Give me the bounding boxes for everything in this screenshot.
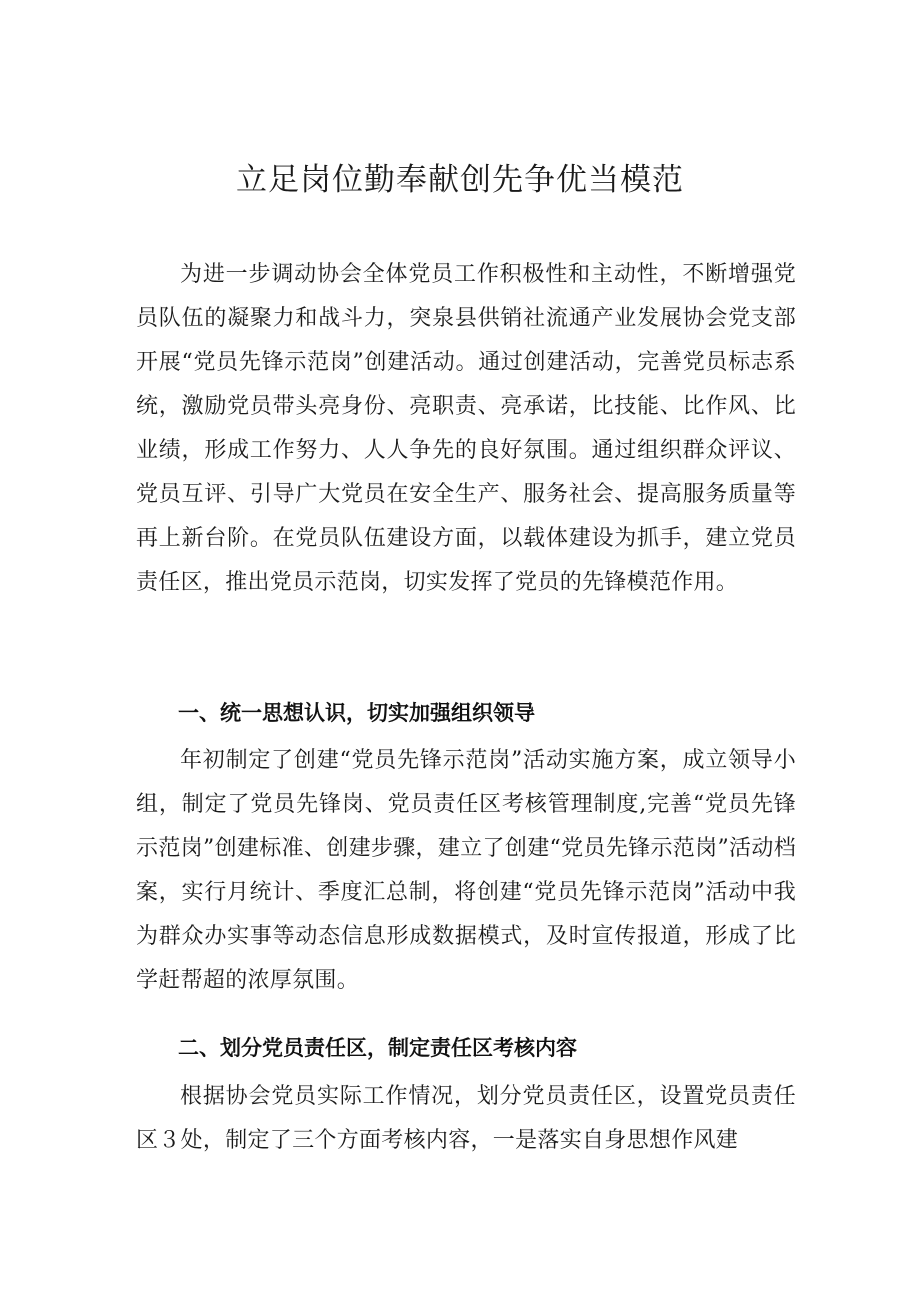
section-paragraph-1: 年初制定了创建“党员先锋示范岗”活动实施方案，成立领导小组，制定了党员先锋岗、党员责任区考核管理制度,完善“党员先锋示范岗”创建标准、创建步骤，建立了创建“党员先锋示范岗”活动档案，实行月统计、季度汇总制，将创建“党员先锋示范岗”活动中我为群众办实事等动态信息形成数据模式，及时宣传报道，形成了比学赶帮超的浓厚氛围。 [136,748,796,993]
intro-paragraph: 为进一步调动协会全体党员工作积极性和主动性，不断增强党员队伍的凝聚力和战斗力，突泉县供销社流通产业发展协会党支部开展“党员先锋示范岗”创建活动。通过创建活动，完善党员标志系统，激励党员带头亮身份、亮职责、亮承诺，比技能、比作风、比业绩，形成工作努力、人人争先的良好氛围。通过组织群众评议、党员互评、引导广大党员在安全生产、服务社会、提高服务质量等再上新台阶。在党员队伍建设方面，以载体建设为抓手，建立党员责任区，推出党员示范岗，切实发挥了党员的先锋模范作用。 [136,262,796,595]
section-heading-2: 二、划分党员责任区，制定责任区考核内容 [178,1036,577,1060]
document-title: 立足岗位勤奉献创先争优当模范 [236,162,684,198]
section-heading-1: 一、统一思想认识，切实加强组织领导 [178,701,535,725]
section-paragraph-2: 根据协会党员实际工作情况，划分党员责任区，设置党员责任区３处，制定了三个方面考核内容，一是落实自身思想作风建 [136,1084,796,1153]
